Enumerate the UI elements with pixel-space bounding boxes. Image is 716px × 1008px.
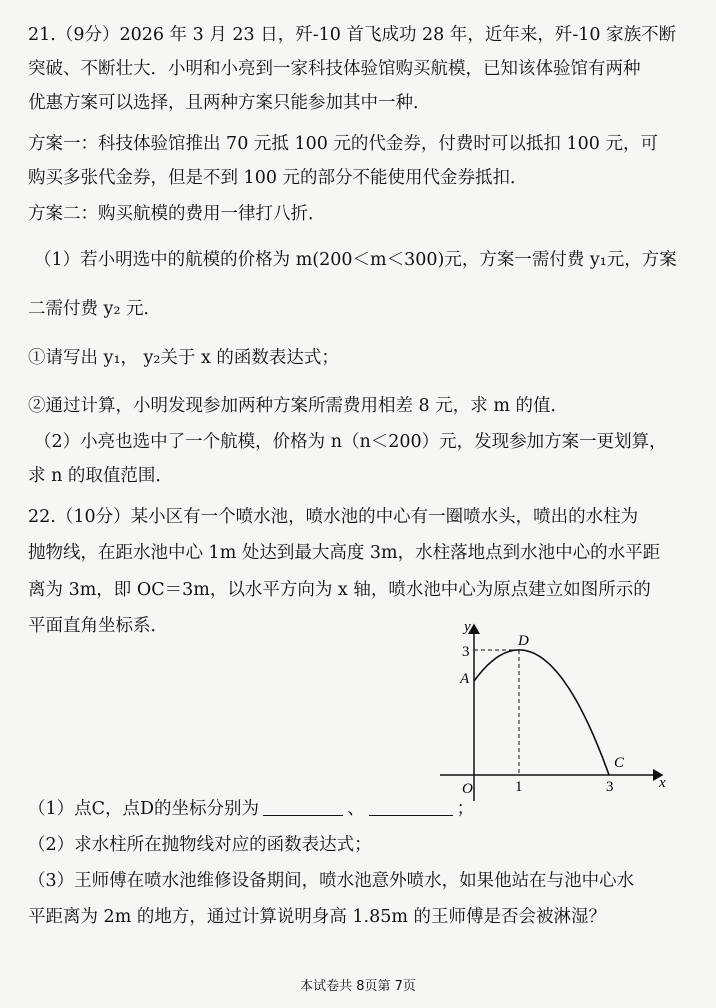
answer-blank-c[interactable]	[263, 799, 343, 816]
q22-part-2: （2）求水柱所在抛物线对应的函数表达式；	[28, 835, 372, 855]
q22-part-1-end: ；	[456, 799, 475, 819]
q21-line-5: 购买多张代金券，但是不到 100 元的部分不能使用代金券抵扣．	[28, 168, 528, 188]
label-tick-x3: 3	[606, 779, 614, 795]
q22-line-1: 22.（10分）某小区有一个喷水池，喷水池的中心有一圈喷水头，喷出的水柱为	[28, 507, 639, 527]
label-point-d: D	[518, 633, 529, 649]
label-x-axis: x	[659, 775, 666, 791]
q22-line-2: 抛物线，在距水池中心 1m 处达到最大高度 3m，水柱落地点到水池中心的水平距	[28, 543, 661, 563]
label-y-axis: y	[464, 619, 471, 635]
q21-line-2: 突破、不断壮大．小明和小亮到一家科技体验馆购买航模，已知该体验馆有两种	[28, 59, 641, 79]
q21-line-12: 求 n 的取值范围．	[28, 466, 173, 486]
q21-line-4: 方案一：科技体验馆推出 70 元抵 100 元的代金券，付费时可以抵扣 100 元，可	[28, 134, 658, 154]
q21-line-11: （2）小亮也选中了一个航模，价格为 n（n＜200）元，发现参加方案一更划算，	[34, 432, 667, 452]
q22-line-3: 离为 3m，即 OC＝3m，以水平方向为 x 轴，喷水池中心为原点建立如图所示的	[28, 580, 651, 600]
q22-line-4: 平面直角坐标系．	[28, 616, 168, 636]
label-origin: O	[462, 781, 473, 797]
q21-line-3: 优惠方案可以选择，且两种方案只能参加其中一种．	[28, 93, 431, 113]
q21-line-6: 方案二：购买航模的费用一律打八折．	[28, 204, 326, 224]
q22-part-3-line-2: 平距离为 2m 的地方，通过计算说明身高 1.85m 的王师傅是否会被淋湿？	[28, 907, 607, 927]
q21-line-7: （1）若小明选中的航模的价格为 m(200＜m＜300)元，方案一需付费 y₁元，方案	[34, 250, 677, 270]
label-tick-y3: 3	[462, 644, 470, 660]
q22-part-1	[28, 797, 688, 821]
parabola-figure	[440, 615, 680, 805]
q22-part-1-sep: 、	[347, 799, 365, 819]
q21-line-8: 二需付费 y₂ 元．	[28, 299, 162, 319]
q22-part-1-text: （1）点C，点D的坐标分别为	[28, 799, 260, 819]
label-tick-x1: 1	[515, 779, 523, 795]
page-footer: 本试卷共 8页第 7页	[300, 979, 416, 994]
parabola-curve	[474, 650, 609, 775]
answer-blank-d[interactable]	[369, 799, 453, 816]
q21-line-10: ②通过计算，小明发现参加两种方案所需费用相差 8 元，求 m 的值．	[28, 396, 568, 416]
q21-line-1: 21.（9分）2026 年 3 月 23 日，歼-10 首飞成功 28 年，近年来，歼-10 家族不断	[28, 25, 677, 45]
label-point-c: C	[614, 755, 625, 771]
label-point-a: A	[460, 671, 470, 687]
q22-part-3-line-1: （3）王师傅在喷水池维修设备期间，喷水池意外喷水，如果他站在与池中心水	[28, 871, 635, 891]
q21-line-9: ①请写出 y₁， y₂关于 x 的函数表达式；	[28, 348, 339, 368]
